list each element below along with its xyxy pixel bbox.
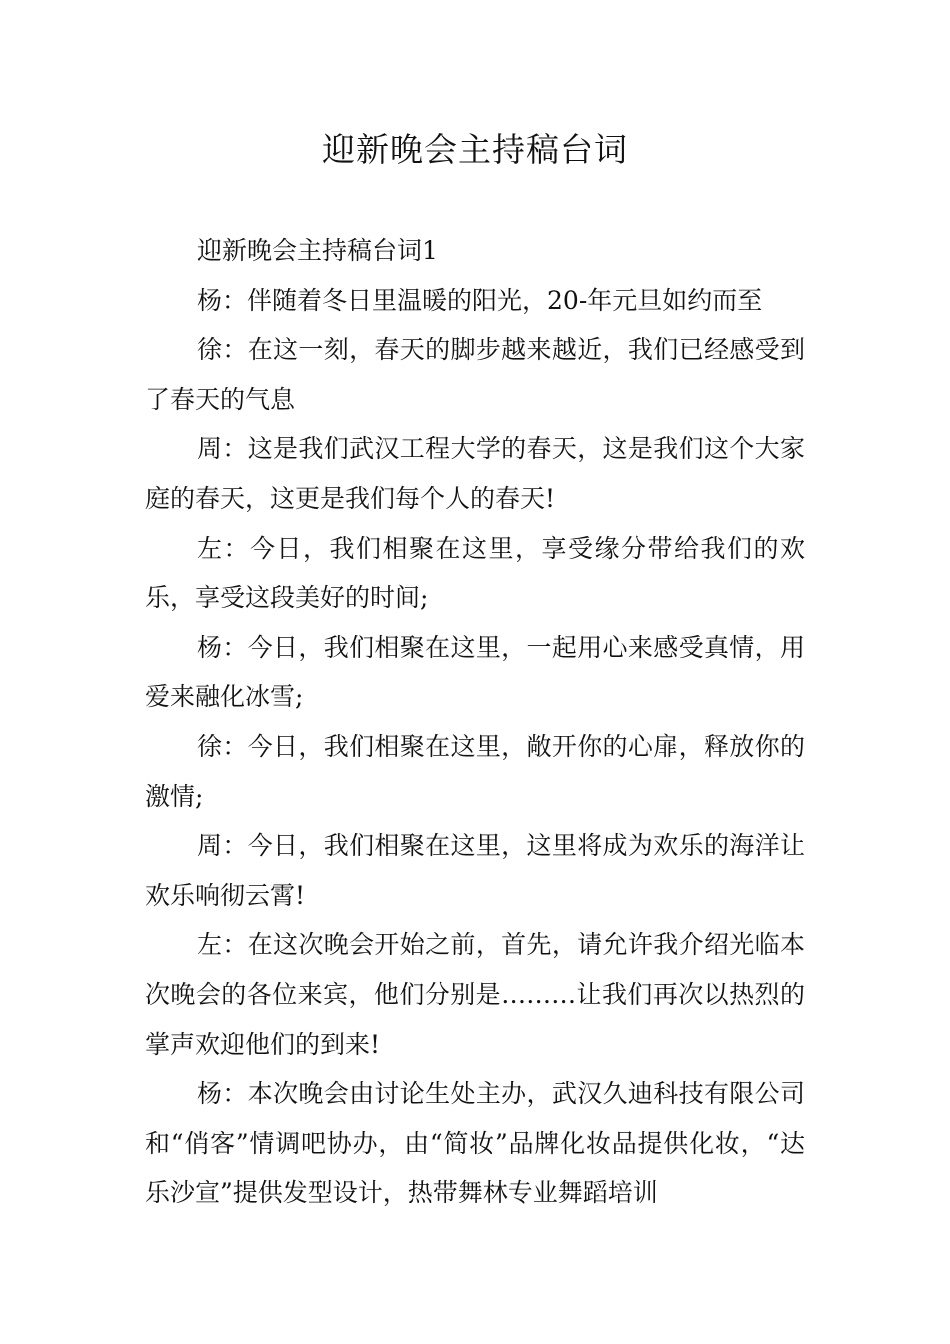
paragraph: 周：今日，我们相聚在这里，这里将成为欢乐的海洋让欢乐响彻云霄!: [145, 831, 805, 910]
paragraph: 左：在这次晚会开始之前，首先，请允许我介绍光临本次晚会的各位来宾，他们分别是………让我们再次以热烈的掌声欢迎他们的到来!: [145, 930, 805, 1059]
paragraph: 杨：本次晚会由讨论生处主办，武汉久迪科技有限公司和“俏客”情调吧协办，由“简妆”品牌化妆品提供化妆，“达乐沙宣”提供发型设计，热带舞林专业舞蹈培训: [145, 1079, 805, 1208]
paragraph: 徐：今日，我们相聚在这里，敞开你的心扉，释放你的激情;: [145, 731, 805, 811]
paragraph: 杨：伴随着冬日里温暖的阳光，20-年元旦如约而至: [197, 285, 763, 315]
paragraph: 周：这是我们武汉工程大学的春天，这是我们这个大家庭的春天，这更是我们每个人的春天!: [145, 434, 805, 513]
paragraph-heading: 迎新晚会主持稿台词1: [197, 236, 438, 265]
document-body: [145, 226, 805, 1218]
paragraph: 左：今日，我们相聚在这里，享受缘分带给我们的欢乐，享受这段美好的时间;: [145, 533, 805, 613]
paragraph: 杨：今日，我们相聚在这里，一起用心来感受真情，用爱来融化冰雪;: [145, 632, 805, 712]
document-title: 迎新晚会主持稿台词: [322, 130, 628, 169]
paragraph: 徐：在这一刻，春天的脚步越来越近，我们已经感受到了春天的气息: [145, 335, 805, 414]
